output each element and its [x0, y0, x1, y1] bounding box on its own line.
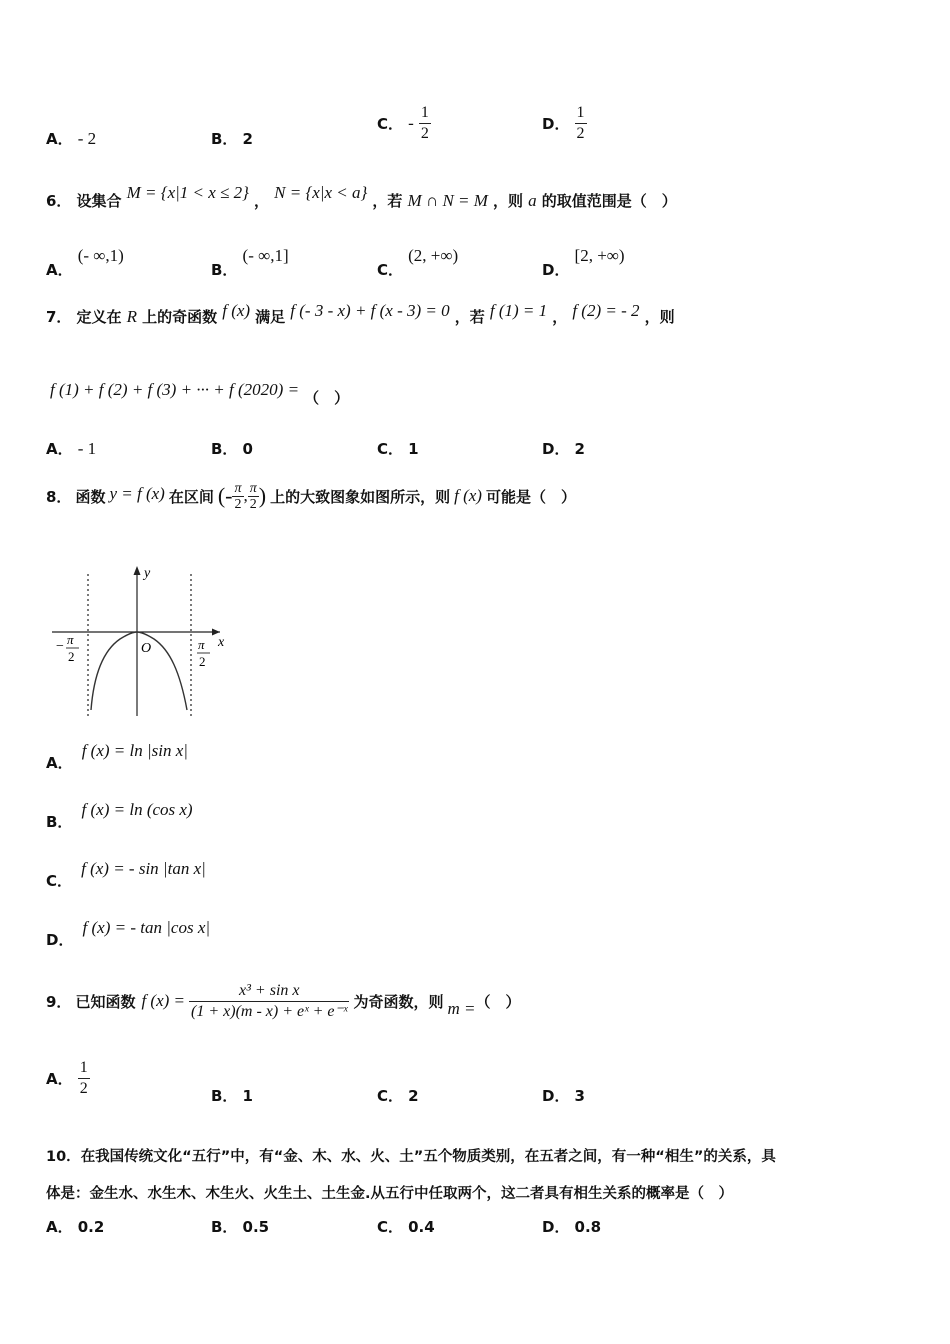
q5-option-d[interactable] — [542, 103, 587, 144]
option-value: (- ∞,1) — [77, 246, 124, 265]
function-fraction — [189, 981, 349, 1022]
fraction-numerator: 1 — [419, 103, 431, 124]
option-label: D． — [542, 440, 570, 458]
q7-sep: ， — [552, 308, 568, 326]
option-label: D． — [542, 115, 570, 133]
origin-label: O — [141, 641, 152, 656]
q7-option-a[interactable] — [46, 438, 96, 459]
q8-text-c: 上的大致图象如图所示，则 — [270, 487, 451, 506]
var-r: R — [126, 307, 138, 326]
q6-text-b: ，若 — [372, 192, 403, 210]
function-curve — [91, 632, 187, 710]
interval-right: ) — [258, 483, 267, 508]
q9-option-b[interactable] — [211, 1085, 253, 1106]
option-value: 2 — [242, 130, 253, 148]
set-n: N = {x|x < a} — [274, 183, 368, 202]
option-label: B． — [211, 440, 238, 458]
question-number: 10． — [46, 1149, 81, 1165]
q8-option-d[interactable] — [46, 917, 211, 949]
q7-option-b[interactable] — [211, 438, 253, 459]
option-label: D． — [46, 931, 74, 949]
option-label: A． — [46, 1218, 73, 1236]
option-value: f (x) = - tan |cos x| — [82, 918, 211, 937]
q8-text-d: 可能是（ ） — [485, 487, 576, 506]
q6-stem — [46, 183, 677, 211]
option-value: f (x) = - sin |tan x| — [81, 859, 206, 878]
option-value: - 2 — [77, 129, 97, 148]
fraction-denominator: 2 — [249, 496, 257, 512]
option-label: A． — [46, 1070, 73, 1088]
option-value: f (x) = ln |sin x| — [81, 741, 188, 760]
right-tick-den: 2 — [199, 654, 206, 669]
q10-option-d[interactable] — [542, 1216, 601, 1237]
q9-stem — [46, 976, 521, 1026]
option-label: B． — [46, 813, 73, 831]
q5-option-c[interactable] — [377, 103, 431, 144]
q7-text-a: 定义在 — [76, 308, 122, 326]
option-label: B． — [211, 1218, 238, 1236]
option-value: 2 — [574, 440, 585, 458]
left-tick-pi: π — [67, 632, 74, 647]
fraction-numerator: 1 — [78, 1058, 90, 1079]
q5-option-a[interactable] — [46, 128, 96, 149]
condition: M ∩ N = M — [407, 191, 488, 210]
var-a: a — [528, 191, 537, 210]
option-label: D． — [542, 1087, 570, 1105]
option-value: 3 — [574, 1087, 585, 1105]
option-value: 0.5 — [242, 1218, 270, 1236]
option-value: 1 — [408, 440, 419, 458]
answer-blank: （ ） — [475, 992, 521, 1011]
option-label: A． — [46, 261, 73, 279]
q9-text-b: 为奇函数，则 — [353, 992, 444, 1011]
q7-option-d[interactable] — [542, 438, 585, 459]
q10-stem-line2: 体是：金生水、水生木、木生火、火生土、土生金.从五行中任取两个，这二者具有相生关系的概率是（ ） — [46, 1186, 734, 1202]
q10-text-line1: 在我国传统文化“五行”中，有“金、木、水、火、土”五个物质类别，在五者之间，有一种“相生”的关系，具 — [80, 1149, 776, 1165]
q6-option-b[interactable] — [211, 245, 289, 279]
option-value: 1 — [242, 1087, 253, 1105]
option-label: A． — [46, 440, 73, 458]
fraction-numerator: π — [234, 480, 242, 496]
q7-text-d: ，若 — [454, 308, 485, 326]
option-value: (2, +∞) — [408, 246, 459, 265]
q6-sep: ， — [254, 192, 270, 210]
q6-option-c[interactable] — [377, 245, 459, 279]
option-value: 0.4 — [408, 1218, 435, 1236]
fraction-denominator: 2 — [234, 496, 242, 512]
option-sign: - — [408, 113, 414, 133]
option-value: (- ∞,1] — [242, 246, 289, 265]
q9-option-c[interactable] — [377, 1085, 419, 1106]
interval-sep: , — [243, 486, 248, 505]
question-number: 9． — [46, 992, 72, 1011]
option-fraction — [78, 1058, 90, 1099]
q6-text-c: ，则 — [493, 192, 524, 210]
fraction-numerator: x³ + sin x — [189, 981, 349, 1002]
option-fraction — [575, 103, 587, 144]
x-axis-label: x — [218, 635, 225, 650]
set-m: M = {x|1 < x ≤ 2} — [126, 183, 249, 202]
left-tick-sign: − — [56, 639, 64, 654]
q9-option-a[interactable] — [46, 1058, 90, 1099]
fraction-numerator: π — [249, 480, 257, 496]
q6-text-a: 设集合 — [76, 192, 122, 210]
q8-text-b: 在区间 — [168, 487, 214, 506]
q8-graph — [48, 560, 238, 720]
q9-text-a: 已知函数 — [75, 992, 136, 1011]
interval-upper-fraction — [248, 481, 259, 512]
q10-option-b[interactable] — [211, 1216, 269, 1237]
q7-option-c[interactable] — [377, 438, 419, 459]
q8-option-c[interactable] — [46, 858, 206, 890]
function-def: y = f (x) — [109, 484, 165, 503]
q7-text-b: 上的奇函数 — [142, 308, 218, 326]
fraction-denominator: 2 — [79, 1080, 88, 1097]
q9-option-d[interactable] — [542, 1085, 585, 1106]
m-equals: m = — [447, 999, 476, 1018]
option-label: B． — [211, 130, 238, 148]
option-value: 2 — [408, 1087, 419, 1105]
option-label: C． — [377, 115, 404, 133]
fraction-denominator: 2 — [576, 125, 585, 142]
fx: f (x) — [454, 486, 482, 505]
q10-stem-line1 — [46, 1145, 776, 1166]
fx: f (x) — [222, 301, 251, 320]
option-value: - 1 — [77, 439, 97, 458]
option-label: C． — [377, 1087, 404, 1105]
option-label: C． — [377, 261, 404, 279]
q7-text-e: ，则 — [644, 308, 675, 326]
fraction-denominator: (1 + x)(m - x) + eˣ + e⁻ˣ — [191, 1002, 348, 1020]
function-lhs: f (x) = — [141, 991, 186, 1010]
q10-option-a[interactable] — [46, 1216, 104, 1237]
interval — [218, 481, 266, 512]
eq3: f (2) = - 2 — [572, 301, 640, 320]
interval-lower-fraction — [232, 481, 243, 512]
option-label: A． — [46, 130, 73, 148]
option-label: A． — [46, 754, 73, 772]
interval-left: (- — [217, 483, 233, 508]
option-value: 0 — [242, 440, 253, 458]
option-label: C． — [46, 872, 73, 890]
option-value: 0.8 — [574, 1218, 602, 1236]
y-axis-arrow — [134, 566, 141, 575]
option-label: D． — [542, 1218, 570, 1236]
option-value: f (x) = ln (cos x) — [81, 800, 193, 819]
option-label: B． — [211, 261, 238, 279]
answer-blank: （ ） — [304, 389, 350, 407]
fraction-denominator: 2 — [420, 125, 429, 142]
q7-text-c: 满足 — [255, 308, 286, 326]
y-axis-label: y — [144, 566, 151, 581]
option-label: C． — [377, 1218, 404, 1236]
option-label: C． — [377, 440, 404, 458]
q8-option-a[interactable] — [46, 740, 188, 772]
q7-stem — [46, 301, 675, 327]
eq1: f (- 3 - x) + f (x - 3) = 0 — [290, 301, 450, 320]
fraction-numerator: 1 — [575, 103, 587, 124]
question-number: 7． — [46, 308, 72, 326]
q8-text-a: 函数 — [75, 487, 106, 506]
option-value: 0.2 — [77, 1218, 105, 1236]
option-label: B． — [211, 1087, 238, 1105]
sum-expression: f (1) + f (2) + f (3) + ··· + f (2020) = — [50, 380, 300, 399]
option-fraction — [419, 103, 431, 144]
option-value: [2, +∞) — [574, 246, 625, 265]
option-label: D． — [542, 261, 570, 279]
question-number: 8． — [46, 487, 72, 506]
question-number: 6． — [46, 192, 72, 210]
q6-option-d[interactable] — [542, 245, 625, 279]
eq2: f (1) = 1 — [489, 301, 548, 320]
q10-option-c[interactable] — [377, 1216, 435, 1237]
right-tick-pi: π — [198, 637, 205, 652]
q6-option-a[interactable] — [46, 245, 124, 279]
q7-sum-line — [50, 379, 350, 407]
q5-option-b[interactable] — [211, 128, 253, 149]
q6-text-d: 的取值范围是（ ） — [541, 192, 677, 210]
q8-stem — [46, 474, 576, 518]
left-tick-den: 2 — [68, 649, 75, 664]
q8-option-b[interactable] — [46, 799, 193, 831]
